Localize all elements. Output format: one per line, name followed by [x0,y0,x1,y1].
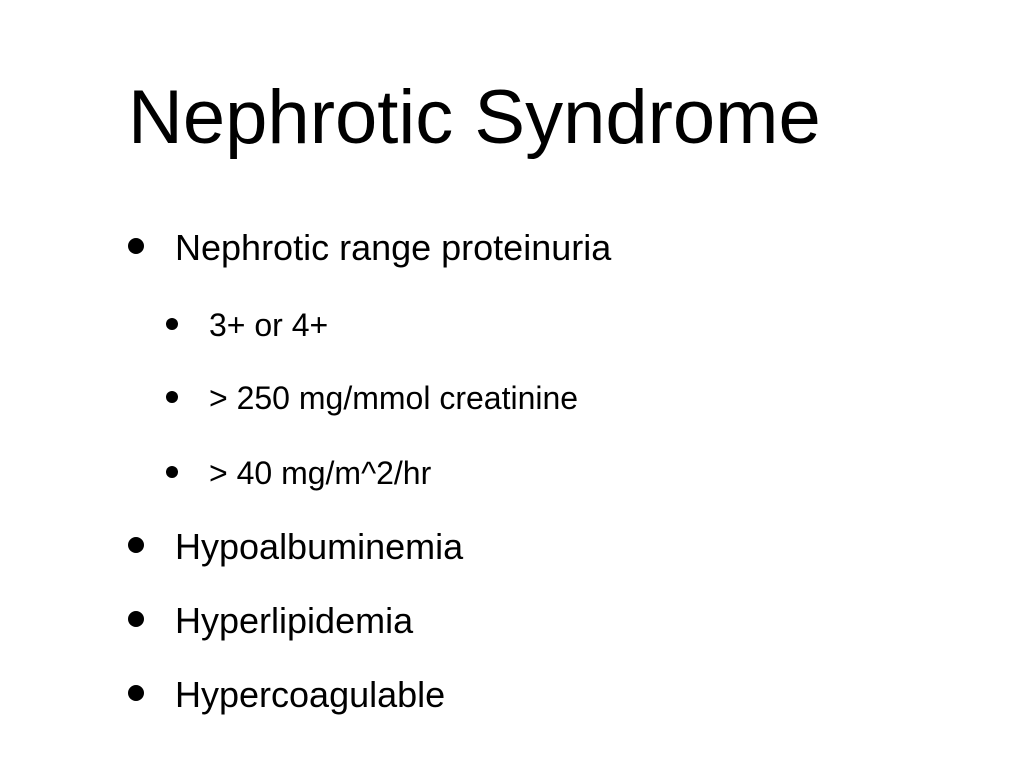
bullet-text: Hypercoagulable [175,674,446,715]
bullet-text: Hyperlipidemia [175,600,414,641]
bullet-dot-icon [128,611,144,627]
bullet-dot-icon [166,318,178,330]
sub-bullet-text: > 40 mg/m^2/hr [209,455,432,491]
slide-title: Nephrotic Syndrome [128,75,821,160]
bullet-dot-icon [128,685,144,701]
bullet-text: Nephrotic range proteinuria [175,227,612,268]
bullet-dot-icon [166,391,178,403]
bullet-dot-icon [128,537,144,553]
sub-bullet-text: 3+ or 4+ [209,307,329,343]
sub-bullet-text: > 250 mg/mmol creatinine [209,380,579,416]
bullet-dot-icon [128,238,144,254]
bullet-text: Hypoalbuminemia [175,526,464,567]
bullet-dot-icon [166,466,178,478]
